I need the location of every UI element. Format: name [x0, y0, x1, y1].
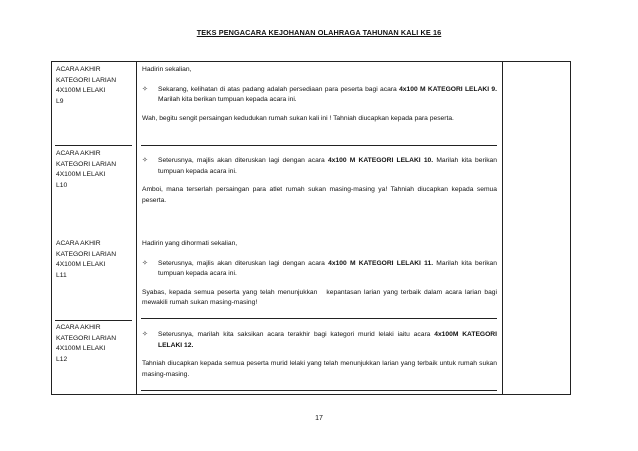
event-name-bold: 4x100M KATEGORI LELAKI 12.	[158, 331, 497, 349]
event-name-bold: 4x100 M KATEGORI LELAKI 11.	[328, 259, 434, 267]
bullet-text	[142, 85, 497, 106]
column-divider	[502, 62, 503, 394]
row-separator	[55, 320, 132, 321]
event-label-l12	[56, 323, 132, 365]
event-name-bold: 4x100 M KATEGORI LELAKI 10.	[327, 157, 434, 164]
event-line: 4X100M LELAKI	[56, 87, 106, 95]
event-label-l10	[56, 149, 132, 191]
event-line: L9	[56, 97, 64, 105]
event-line: L11	[56, 271, 67, 279]
event-line: 4X100M LELAKI	[56, 261, 106, 269]
diamond-outline-icon: ✧	[142, 157, 148, 164]
script-block-l11	[142, 239, 497, 309]
event-line: ACARA AKHIR	[56, 150, 101, 157]
event-name-bold: 4x100 M KATEGORI LELAKI 9.	[399, 85, 498, 93]
row-separator	[141, 318, 497, 319]
event-line: KATEGORI LARIAN	[56, 160, 117, 168]
event-line: KATEGORI LARIAN	[56, 334, 117, 342]
event-line: KATEGORI LARIAN	[56, 250, 117, 258]
bullet-text	[142, 156, 497, 177]
bullet-text	[142, 259, 497, 280]
closing-text: Amboi, mana terserlah persaingan para atlet rumah sukan masing-masing ya! Tahniah diucapkan kepada semua peserta.	[142, 186, 497, 204]
bullet-text-post: Marilah kita berikan tumpuan kepada acara ini.	[158, 157, 497, 175]
event-label-l9	[56, 65, 132, 107]
diamond-outline-icon: ✧	[142, 331, 148, 338]
greeting-text: Hadirin sekalian,	[142, 66, 192, 73]
greeting-text: Hadirin yang dihormati sekalian,	[142, 240, 238, 247]
bullet-text-post: Marilah kita berikan tumpuan kepada acara ini.	[158, 259, 497, 278]
event-line: ACARA AKHIR	[56, 240, 101, 247]
bullet-text-pre: Seterusnya, majlis akan diteruskan lagi dengan acara	[158, 259, 329, 267]
diamond-outline-icon: ✧	[142, 259, 148, 267]
event-line: ACARA AKHIR	[56, 66, 101, 73]
closing-text: Wah, begitu sengit persaingan kedudukan rumah sukan kali ini ! Tahniah diucapkan kepada para peserta.	[142, 114, 454, 122]
bullet-text-pre: Seterusnya, majlis akan diteruskan lagi dengan acara	[158, 157, 328, 164]
event-line: L12	[56, 355, 68, 363]
row-separator	[55, 145, 132, 146]
bullet-text-pre: Seterusnya, marilah kita saksikan acara terakhir bagi kategori murid lelaki iaitu acara	[158, 331, 435, 338]
bullet-text	[142, 330, 497, 351]
page-number: 17	[315, 415, 323, 422]
event-line: ACARA AKHIR	[56, 324, 101, 331]
event-line: 4X100M LELAKI	[56, 345, 106, 353]
script-table	[51, 61, 571, 395]
event-label-l11	[56, 239, 132, 281]
script-block-l12	[142, 330, 497, 380]
script-block-l9	[142, 65, 497, 124]
event-line: KATEGORI LARIAN	[56, 76, 117, 84]
closing-text: Syabas, kepada semua peserta yang telah menunjukkan kepantasan larian yang terbaik dalam acara larian bagi mewakili rumah sukan masing-masing!	[142, 288, 499, 307]
column-divider	[136, 62, 137, 394]
script-block-l10	[142, 156, 497, 206]
closing-text: Tahniah diucapkan kepada semua peserta murid lelaki yang telah menunjukkan larian yang terbaik untuk rumah sukan masing-masing.	[142, 360, 497, 378]
bullet-text-post: Marilah kita berikan tumpuan kepada acara ini.	[158, 96, 297, 104]
bullet-text-pre: Sekarang, kelihatan di atas padang adalah persediaan para peserta bagi acara	[158, 85, 400, 93]
event-line: L10	[56, 181, 68, 189]
row-separator	[141, 145, 497, 146]
event-line: 4X100M LELAKI	[56, 171, 106, 179]
diamond-outline-icon: ✧	[142, 85, 148, 93]
document-title: TEKS PENGACARA KEJOHANAN OLAHRAGA TAHUNAN KALI KE 16	[196, 28, 442, 37]
row-separator	[141, 390, 497, 391]
